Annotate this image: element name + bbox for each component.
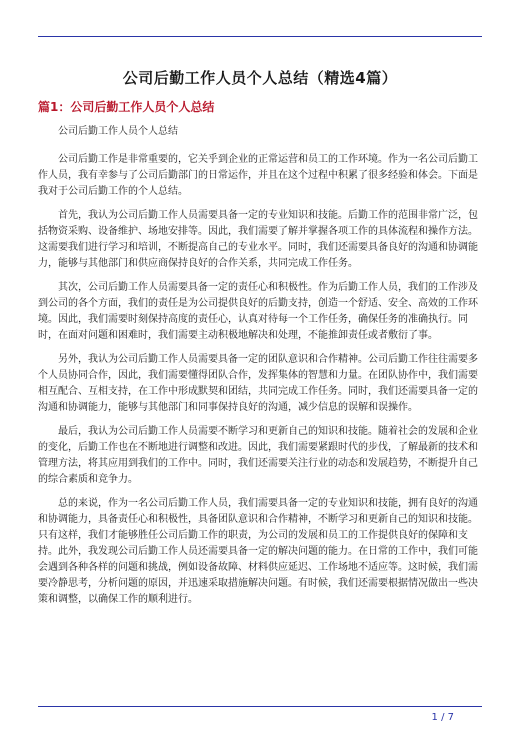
document-body <box>38 124 482 616</box>
paragraph-6: 总的来说，作为一名公司后勤工作人员，我们需要具备一定的专业知识和技能，拥有良好的沟通和协调能力，具备责任心和积极性，具备团队意识和合作精神，不断学习和更新自己的知识和技能。只有这样，我们才能够胜任公司后勤工作的职责，为公司的发展和员工的工作提供良好的保障和支持。此外，我发现公司后勤工作人员还需要具备一定的解决问题的能力。在日常的工作中，我们可能会遇到各种各样的问题和挑战，例如设备故障、材料供应延迟、工作场地不适应等。这时候，我们需要冷静思考，分析问题的原因，并迅速采取措施解决问题。有时候，我们还需要根据情况做出一些决策和调整，以确保工作的顺利进行。 <box>38 498 478 605</box>
paragraph-1: 公司后勤工作是非常重要的，它关乎到企业的正常运营和员工的工作环境。作为一名公司后勤工作人员，我有幸参与了公司后勤部门的日常运作，并且在这个过程中积累了很多经验和体会。下面是我对于公司后勤工作的个人总结。 <box>38 154 478 197</box>
paragraph-5: 最后，我认为公司后勤工作人员需要不断学习和更新自己的知识和技能。随着社会的发展和企业的变化，后勤工作也在不断地进行调整和改进。因此，我们需要紧跟时代的步伐，了解最新的技术和管理方法，将其应用到我们的工作中。同时，我们还需要关注行业的动态和发展趋势，不断提升自己的综合素质和竞争力。 <box>38 426 478 485</box>
paragraph-2: 首先，我认为公司后勤工作人员需要具备一定的专业知识和技能。后勤工作的范围非常广泛，包括物资采购、设备维护、场地安排等。因此，我们需要了解并掌握各项工作的具体流程和操作方法。这需要我们进行学习和培训，不断提高自己的专业水平。同时，我们还需要具备良好的沟通和协调能力，能够与其他部门和供应商保持良好的合作关系，共同完成工作任务。 <box>38 210 478 269</box>
footer-rule <box>38 706 482 707</box>
page-number: 1 / 7 <box>431 712 454 723</box>
section-heading: 篇1：公司后勤工作人员个人总结 <box>38 100 215 114</box>
paragraph-4: 另外，我认为公司后勤工作人员需要具备一定的团队意识和合作精神。公司后勤工作往往需要多个人员协同合作，因此，我们需要懂得团队合作，发挥集体的智慧和力量。在团队协作中，我们需要相互配合、互相支持，在工作中形成默契和团结，共同完成工作任务。同时，我们还需要具备一定的沟通和协调能力，能够与其他部门和同事保持良好的沟通，减少信息的误解和误操作。 <box>38 354 478 413</box>
paragraph-3: 其次，公司后勤工作人员需要具备一定的责任心和积极性。作为后勤工作人员，我们的工作涉及到公司的各个方面，我们的责任是为公司提供良好的后勤支持，创造一个舒适、安全、高效的工作环境。因此，我们需要时刻保持高度的责任心，认真对待每一个工作任务，确保任务的准确执行。同时，在面对问题和困难时，我们需要主动积极地解决和处理，不能推卸责任或者敷衍了事。 <box>38 282 478 341</box>
document-title: 公司后勤工作人员个人总结（精选4篇） <box>122 69 398 87</box>
header-rule <box>38 36 482 37</box>
document-subtitle: 公司后勤工作人员个人总结 <box>58 126 178 137</box>
